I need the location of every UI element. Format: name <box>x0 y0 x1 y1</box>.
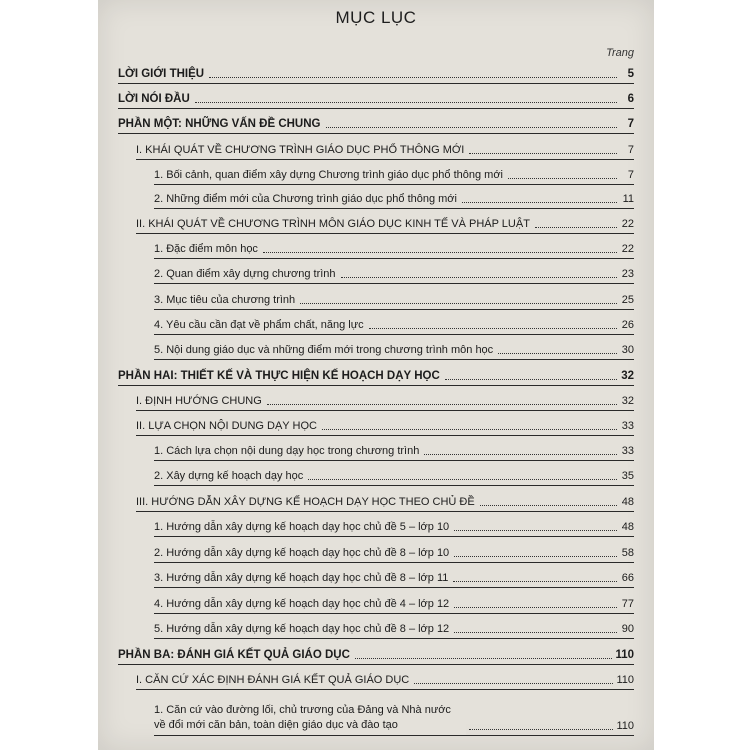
toc-entry <box>136 391 634 411</box>
toc-entry <box>136 214 634 234</box>
toc-entry-label: 2. Quan điểm xây dựng chương trình <box>154 267 338 283</box>
leader-dots <box>454 556 617 557</box>
leader-dots <box>445 379 617 380</box>
toc-entry-label: 2. Xây dựng kế hoạch dạy học <box>154 469 305 485</box>
toc-entry <box>118 89 634 109</box>
toc-entry <box>136 492 634 512</box>
toc-entry <box>154 340 634 360</box>
toc-entry-label: II. KHÁI QUÁT VỀ CHƯƠNG TRÌNH MÔN GIÁO DỤC KINH TẾ VÀ PHÁP LUẬT <box>136 217 532 233</box>
toc-entry-page: 33 <box>621 420 634 432</box>
toc-entry <box>154 466 634 486</box>
toc-entry-page: 35 <box>621 470 634 482</box>
toc-entry-label: PHẦN HAI: THIẾT KẾ VÀ THỰC HIỆN KẾ HOẠCH DẠY HỌC <box>118 369 442 385</box>
toc-entry-page: 110 <box>616 720 634 732</box>
toc-entry-page: 66 <box>621 572 634 584</box>
toc-entry-page: 7 <box>627 118 634 130</box>
leader-dots <box>498 353 617 354</box>
leader-dots <box>195 102 617 103</box>
toc-entry <box>136 670 634 690</box>
toc-entry-label: I. CĂN CỨ XÁC ĐỊNH ĐÁNH GIÁ KẾT QUẢ GIÁO DỤC <box>136 673 411 689</box>
toc-entry-page: 90 <box>621 623 634 635</box>
leader-dots <box>454 632 617 633</box>
toc-entry <box>154 702 634 736</box>
toc-entry-page: 7 <box>627 144 634 156</box>
toc-entry <box>136 140 634 160</box>
toc-entry-label: III. HƯỚNG DẪN XÂY DỰNG KẾ HOẠCH DẠY HỌC THEO CHỦ ĐỀ <box>136 495 477 511</box>
toc-entry <box>154 543 634 563</box>
leader-dots <box>454 607 617 608</box>
toc-entry-label: 3. Mục tiêu của chương trình <box>154 293 297 309</box>
toc-entry-label: I. ĐỊNH HƯỚNG CHUNG <box>136 394 264 410</box>
toc-entry-label: 4. Yêu cầu cần đạt về phẩm chất, năng lực <box>154 318 366 334</box>
toc-entry-page: 110 <box>615 649 634 661</box>
leader-dots <box>535 227 617 228</box>
toc-entry-page: 110 <box>616 674 634 686</box>
toc-entry-label: 2. Những điểm mới của Chương trình giáo dục phổ thông mới <box>154 192 459 208</box>
toc-entry <box>154 239 634 259</box>
toc-entry-page: 25 <box>621 294 634 306</box>
toc-entry <box>154 264 634 284</box>
toc-entry-label: II. LỰA CHỌN NỘI DUNG DẠY HỌC <box>136 419 319 435</box>
leader-dots <box>369 328 617 329</box>
toc-entry-page: 23 <box>621 268 634 280</box>
leader-dots <box>462 202 617 203</box>
toc-entry-page: 48 <box>621 521 634 533</box>
toc-entry <box>154 315 634 335</box>
leader-dots <box>263 252 617 253</box>
toc-entry <box>154 441 634 461</box>
leader-dots <box>300 303 617 304</box>
toc-entry-label: LỜI NÓI ĐẦU <box>118 92 192 108</box>
toc-entry-label: 1. Cách lựa chọn nội dung dạy học trong chương trình <box>154 444 421 460</box>
toc-entry-label: 3. Hướng dẫn xây dựng kế hoạch dạy học chủ đề 8 – lớp 11 <box>154 571 450 587</box>
toc-entry-label: I. KHÁI QUÁT VỀ CHƯƠNG TRÌNH GIÁO DỤC PHỔ THÔNG MỚI <box>136 143 466 159</box>
leader-dots <box>508 178 617 179</box>
toc-entry <box>154 189 634 209</box>
toc-entry-page: 32 <box>621 370 634 382</box>
toc-entry-page: 22 <box>621 218 634 230</box>
toc-entry-label: 1. Căn cứ vào đường lối, chủ trương của Đảng và Nhà nước về đổi mới căn bản, toàn diện giáo dục và đào tạo <box>154 703 466 735</box>
toc-entry-page: 26 <box>621 319 634 331</box>
leader-dots <box>480 505 617 506</box>
leader-dots <box>469 153 617 154</box>
toc-entry-label: 5. Hướng dẫn xây dựng kế hoạch dạy học chủ đề 8 – lớp 12 <box>154 622 451 638</box>
leader-dots <box>454 530 617 531</box>
toc-entry-page: 7 <box>627 169 634 181</box>
toc-entry-page: 58 <box>621 547 634 559</box>
toc-entry-page: 77 <box>621 598 634 610</box>
toc-title: MỤC LỤC <box>335 8 417 27</box>
toc-entry <box>118 114 634 134</box>
toc-entry <box>154 165 634 185</box>
toc-entry <box>118 645 634 665</box>
toc-entry-page: 6 <box>627 93 634 105</box>
toc-entry-label: 1. Hướng dẫn xây dựng kế hoạch dạy học chủ đề 5 – lớp 10 <box>154 520 451 536</box>
toc-entry <box>154 594 634 614</box>
leader-dots <box>414 683 613 684</box>
toc-entry-page: 32 <box>621 395 634 407</box>
toc-entry-page: 11 <box>622 193 634 205</box>
toc-entry-label: 1. Bối cảnh, quan điểm xây dựng Chương trình giáo dục phổ thông mới <box>154 168 505 184</box>
toc-entry-label: 4. Hướng dẫn xây dựng kế hoạch dạy học chủ đề 4 – lớp 12 <box>154 597 451 613</box>
page-column-label: Trang <box>606 47 634 59</box>
toc-entry <box>154 517 634 537</box>
toc-entry-page: 30 <box>621 344 634 356</box>
toc-entry-label: LỜI GIỚI THIỆU <box>118 67 206 83</box>
leader-dots <box>469 729 613 730</box>
toc-entry-page: 22 <box>621 243 634 255</box>
toc-entry <box>118 64 634 84</box>
toc-entry <box>154 568 634 588</box>
toc-entry <box>154 619 634 639</box>
toc-entry-page: 48 <box>621 496 634 508</box>
toc-entry-label: PHẦN MỘT: NHỮNG VẤN ĐỀ CHUNG <box>118 117 323 133</box>
leader-dots <box>209 77 617 78</box>
book-page <box>98 0 654 750</box>
toc-entry <box>118 366 634 386</box>
toc-entry-label: 1. Đặc điểm môn học <box>154 242 260 258</box>
leader-dots <box>355 658 613 659</box>
toc-entry-page: 33 <box>621 445 634 457</box>
toc-entry-label: 5. Nội dung giáo dục và những điểm mới trong chương trình môn học <box>154 343 495 359</box>
toc-entry-label: 2. Hướng dẫn xây dựng kế hoạch dạy học chủ đề 8 – lớp 10 <box>154 546 451 562</box>
table-of-contents <box>98 0 654 750</box>
leader-dots <box>453 581 617 582</box>
leader-dots <box>308 479 617 480</box>
leader-dots <box>267 404 617 405</box>
leader-dots <box>322 429 617 430</box>
toc-entry <box>154 290 634 310</box>
toc-entry <box>136 416 634 436</box>
toc-entry-page: 5 <box>627 68 634 80</box>
leader-dots <box>424 454 617 455</box>
toc-entry-label: PHẦN BA: ĐÁNH GIÁ KẾT QUẢ GIÁO DỤC <box>118 648 352 664</box>
leader-dots <box>341 277 617 278</box>
leader-dots <box>326 127 618 128</box>
